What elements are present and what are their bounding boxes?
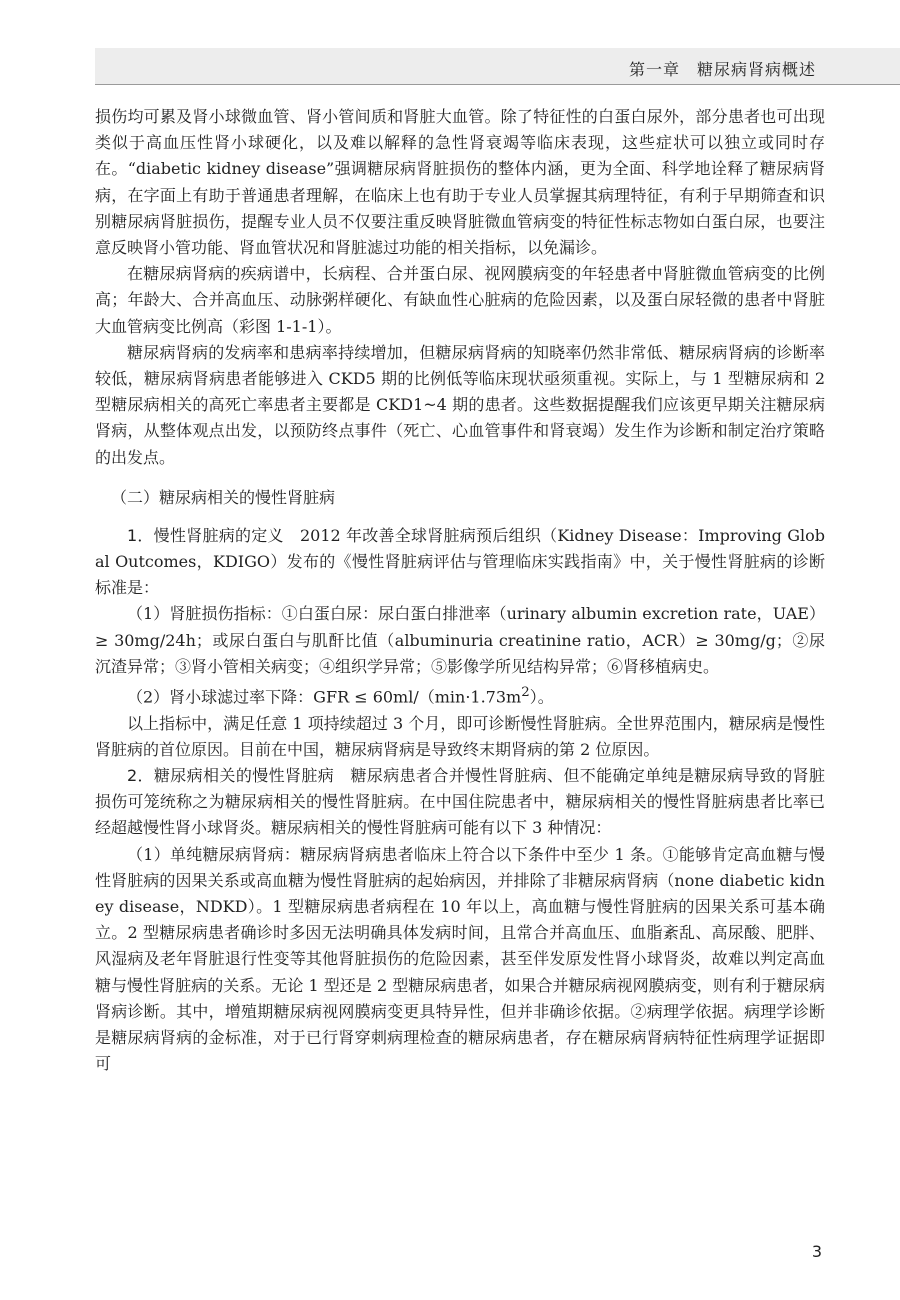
paragraph-4-body: 2012 年改善全球肾脏病预后组织（Kidney Disease：Improving Global Outcomes，KDIGO）发布的《慢性肾脏病评估与管理临床实践指南》中，关于慢性肾脏病的诊断标准是： — [95, 525, 825, 598]
paragraph-9: （1）单纯糖尿病肾病：糖尿病肾病患者临床上符合以下条件中至少 1 条。①能够肯定高血糖与慢性肾脏病的因果关系或高血糖为慢性肾脏病的起始病因，并排除了非糖尿病肾病（none diabetic kidney disease，NDKD）。1 型糖尿病患者病程在 10 年以上，高血糖与慢性肾脏病的因果关系可基本确立。2 型糖尿病患者确诊时多因无法明确具体发病时间，且常合并高血压、血脂紊乱、高尿酸、肥胖、风湿病及老年肾脏退行性变等其他肾脏损伤的危险因素，甚至伴发原发性肾小球肾炎，故难以判定高血糖与慢性肾脏病的关系。无论 1 型还是 2 型糖尿病患者，如果合并糖尿病视网膜病变，则有利于糖尿病肾病诊断。其中，增殖期糖尿病视网膜病变更具特异性，但并非确诊依据。②病理学依据。病理学诊断是糖尿病肾病的金标准，对于已行肾穿刺病理检查的糖尿病患者，存在糖尿病肾病特征性病理学证据即可 — [95, 844, 825, 1074]
subsection-lead-1: 1．慢性肾脏病的定义 — [127, 525, 284, 545]
subsection-lead-2: 2．糖尿病相关的慢性肾脏病 — [127, 766, 335, 785]
superscript-2: 2 — [521, 685, 530, 701]
paragraph-1: 损伤均可累及肾小球微血管、肾小管间质和肾脏大血管。除了特征性的白蛋白尿外，部分患者也可出现类似于高血压性肾小球硬化，以及难以解释的急性肾衰竭等临床表现，这些症状可以独立或同时存在。“diabetic kidney disease”强调糖尿病肾脏损伤的整体内涵，更为全面、科学地诠释了糖尿病肾病，在字面上有助于普通患者理解，在临床上也有助于专业人员掌握其病理特征，有利于早期筛查和识别糖尿病肾脏损伤，提醒专业人员不仅要注重反映肾脏微血管病变的特征性标志物如白蛋白尿，也要注意反映肾小管功能、肾血管状况和肾脏滤过功能的相关指标，以免漏诊。 — [95, 107, 825, 258]
paragraph-7: 以上指标中，满足任意 1 项持续超过 3 个月，即可诊断慢性肾脏病。全世界范围内，糖尿病是慢性肾脏病的首位原因。目前在中国，糖尿病肾病是导致终末期肾病的第 2 位原因。 — [95, 713, 825, 759]
body-text — [95, 104, 825, 1077]
paragraph-6 — [95, 680, 825, 711]
running-header-title: 第一章 糖尿病肾病概述 — [628, 60, 816, 79]
gfr-criterion: （2）肾小球滤过率下降：GFR ≤ 60ml/（min·1.73m — [127, 687, 522, 707]
paragraph-3: 糖尿病肾病的发病率和患病率持续增加，但糖尿病肾病的知晓率仍然非常低、糖尿病肾病的诊断率较低，糖尿病肾病患者能够进入 CKD5 期的比例低等临床现状亟须重视。实际上，与 1 型糖尿病和 2 型糖尿病相关的高死亡率患者主要都是 CKD1~4 期的患者。这些数据提醒我们应该更早期关注糖尿病肾病，从整体观点出发，以预防终点事件（死亡、心血管事件和肾衰竭）发生作为诊断和制定治疗策略的出发点。 — [95, 342, 825, 467]
page-number: 3 — [811, 1242, 822, 1261]
paragraph-8 — [95, 763, 825, 842]
paragraph-8-body: 糖尿病患者合并慢性肾脏病、但不能确定单纯是糖尿病导致的肾脏损伤可笼统称之为糖尿病相关的慢性肾脏病。在中国住院患者中，糖尿病相关的慢性肾脏病患者比率已经超越慢性肾小球肾炎。糖尿病相关的慢性肾脏病可能有以下 3 种情况： — [95, 766, 825, 838]
header-rule — [95, 84, 900, 85]
paragraph-2: 在糖尿病肾病的疾病谱中，长病程、合并蛋白尿、视网膜病变的年轻患者中肾脏微血管病变的比例高；年龄大、合并高血压、动脉粥样硬化、有缺血性心脏病的危险因素，以及蛋白尿轻微的患者中肾脏大血管病变比例高（彩图 1-1-1）。 — [95, 264, 825, 336]
paragraph-4 — [95, 523, 825, 602]
section-heading: （二）糖尿病相关的慢性肾脏病 — [111, 487, 336, 507]
gfr-criterion-end: ）。 — [529, 687, 554, 707]
paragraph-5: （1）肾脏损伤指标：①白蛋白尿：尿白蛋白排泄率（urinary albumin excretion rate，UAE）≥ 30mg/24h；或尿白蛋白与肌酐比值（albuminuria creatinine ratio，ACR）≥ 30mg/g；②尿沉渣异常；③肾小管相关病变；④组织学异常；⑤影像学所见结构异常；⑥肾移植病史。 — [95, 604, 825, 676]
